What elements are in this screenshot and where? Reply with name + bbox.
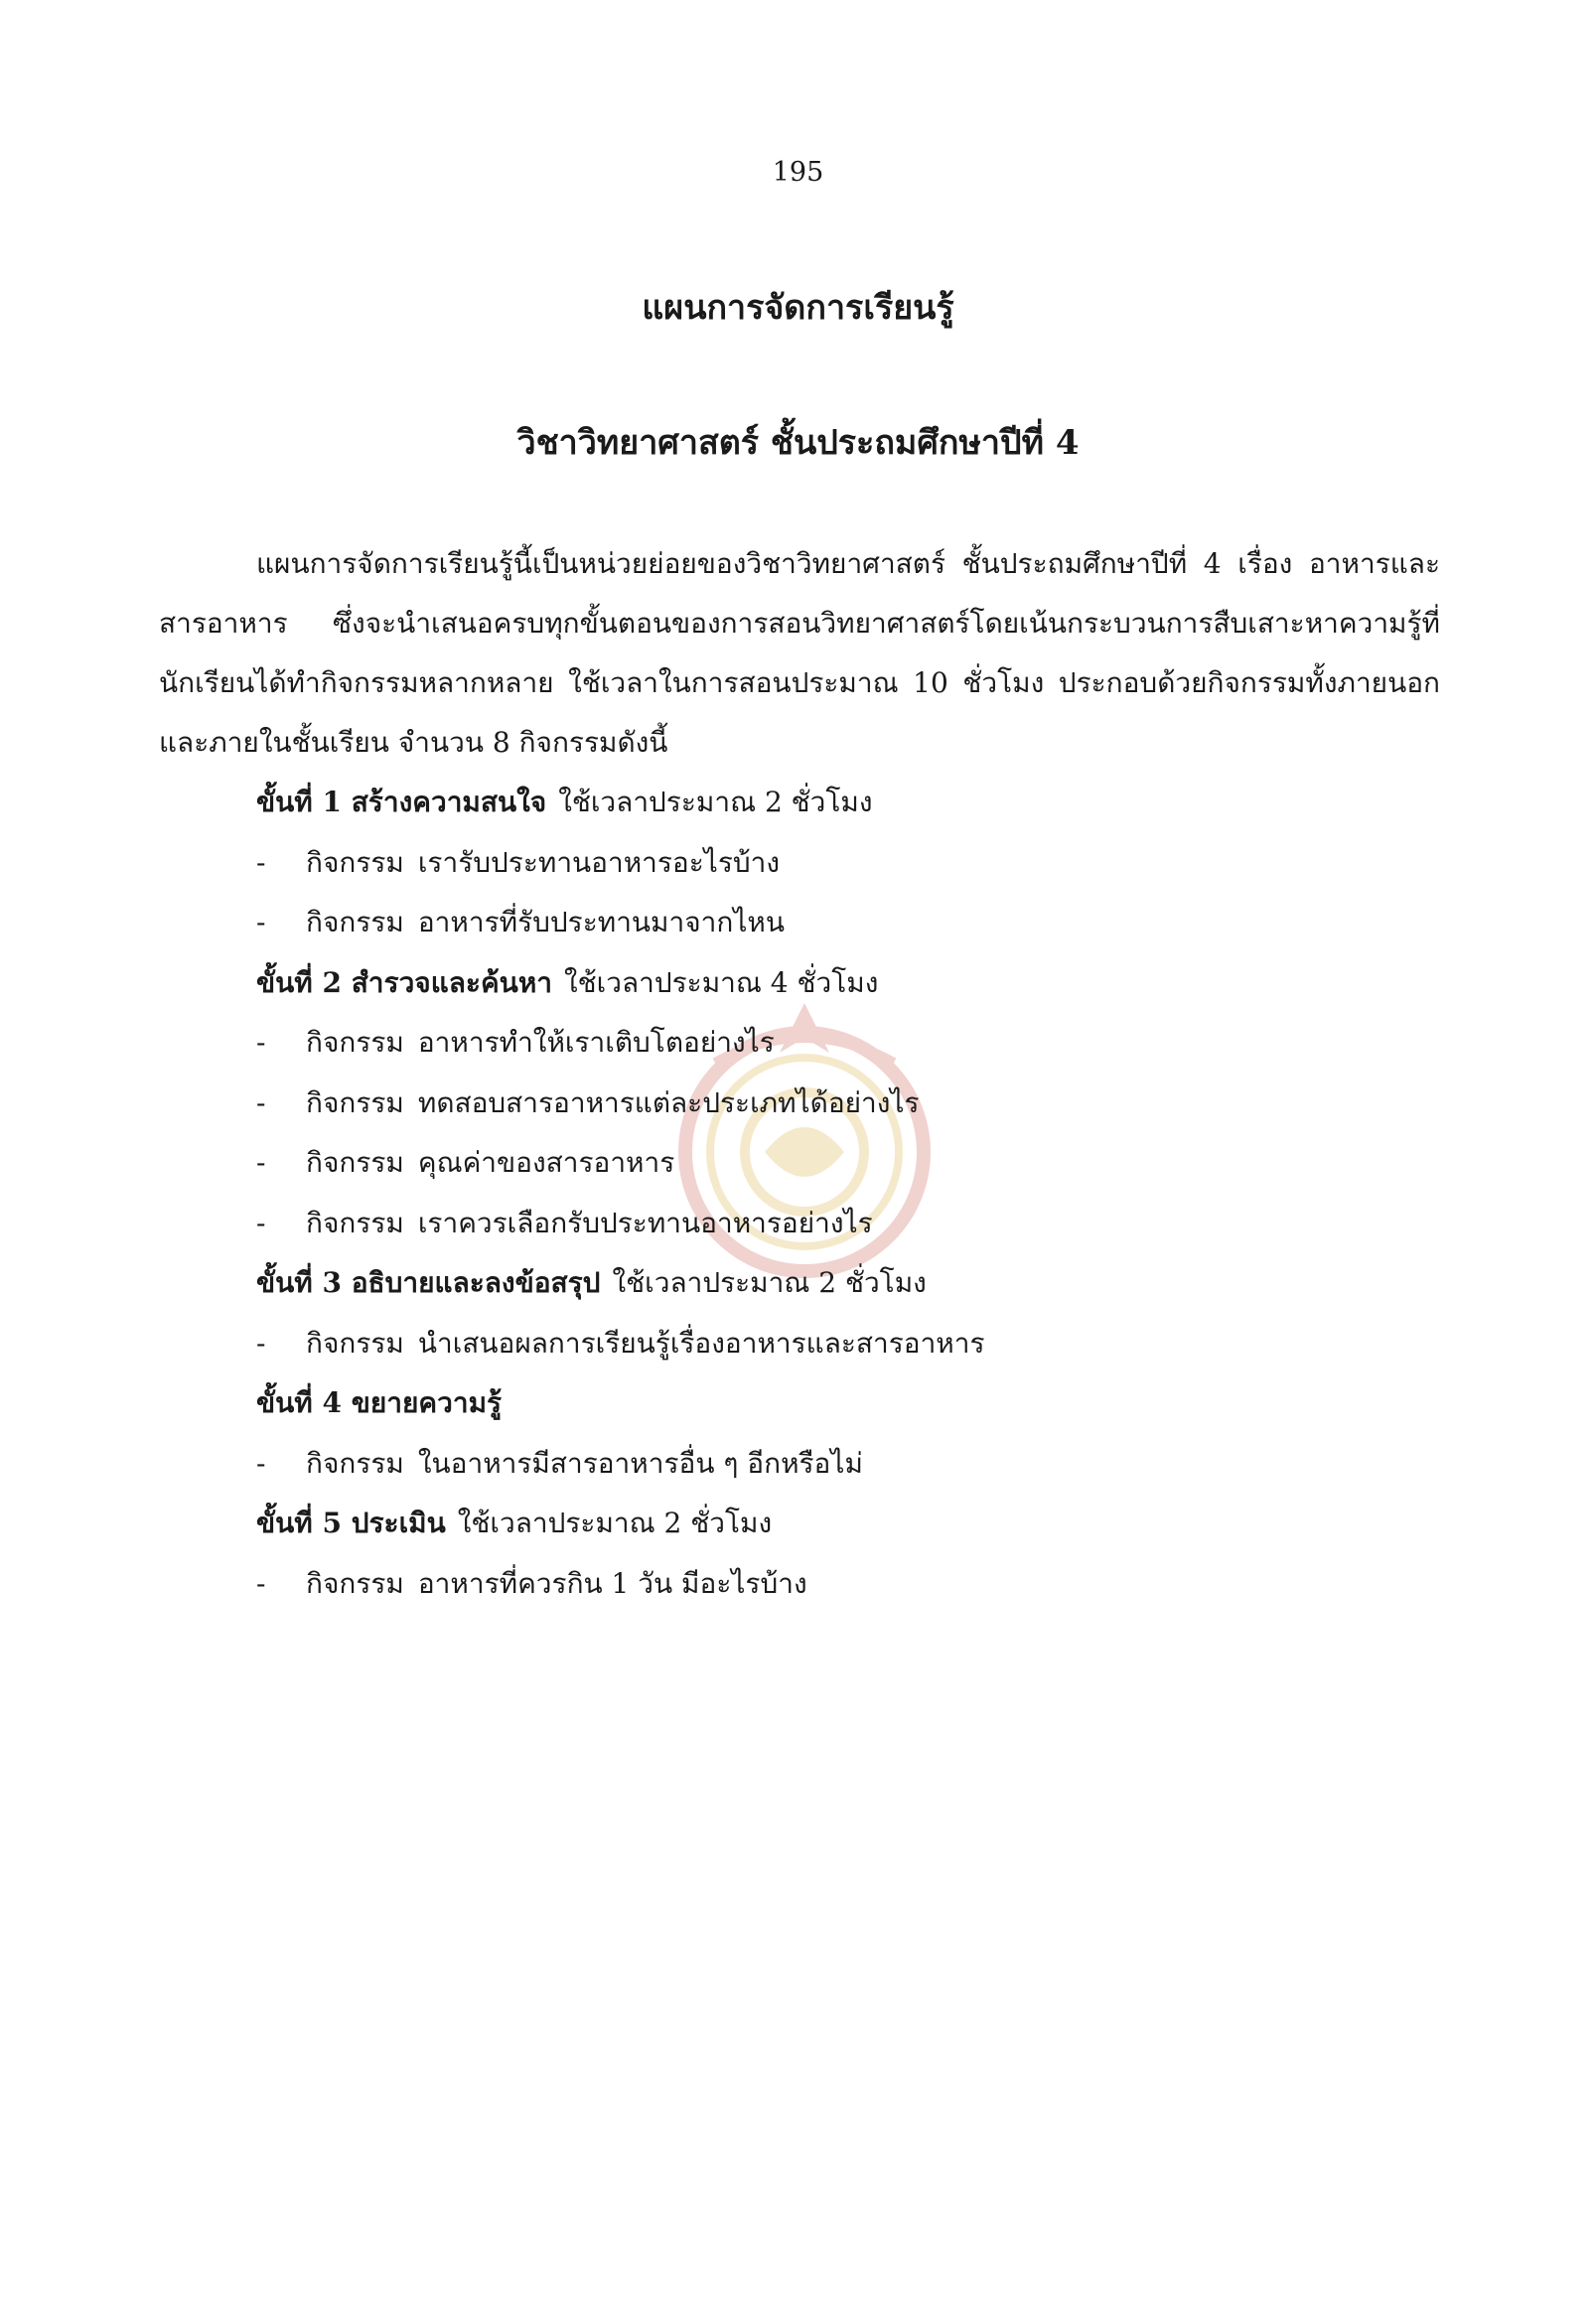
intro-paragraph: แผนการจัดการเรียนรู้นี้เป็นหน่วยย่อยของวิชาวิทยาศาสตร์ ชั้นประถมศึกษาปีที่ 4 เรื่อง อาหารและสารอาหาร ซึ่งจะนำเสนอครบทุกขั้นตอนของการสอนวิทยาศาสตร์โดยเน้นกระบวนการสืบเสาะหาความรู้ที่นักเรียนได้ทำกิจกรรมหลากหลาย ใช้เวลาในการสอนประมาณ 10 ชั่วโมง ประกอบด้วยกิจกรรมทั้งภายนอกและภายในชั้นเรียน จำนวน 8 กิจกรรมดังนี้ bbox=[159, 547, 1440, 759]
page-number: 195 bbox=[772, 157, 824, 188]
activity-item bbox=[256, 1434, 1398, 1495]
document-title: แผนการจัดการเรียนรู้ bbox=[642, 288, 954, 328]
step-heading bbox=[256, 1494, 1398, 1554]
step-time: ใช้เวลาประมาณ 2 ชั่วโมง bbox=[612, 1266, 927, 1299]
list-dash: - bbox=[256, 1566, 266, 1600]
steps-list bbox=[256, 773, 1398, 1614]
list-dash: - bbox=[256, 845, 266, 879]
activity-text: อาหารที่รับประทานมาจากไหน bbox=[417, 906, 785, 938]
activity-prefix: กิจกรรม bbox=[306, 906, 404, 938]
step-label: ขั้นที่ 4 ขยายความรู้ bbox=[256, 1386, 503, 1419]
activity-item bbox=[256, 833, 1398, 894]
activity-item bbox=[256, 1133, 1398, 1194]
list-dash: - bbox=[256, 1026, 266, 1059]
activity-prefix: กิจกรรม bbox=[306, 1566, 404, 1600]
activity-text: ในอาหารมีสารอาหารอื่น ๆ อีกหรือไม่ bbox=[417, 1446, 863, 1480]
activity-prefix: กิจกรรม bbox=[306, 1326, 404, 1360]
activity-prefix: กิจกรรม bbox=[306, 1085, 404, 1119]
activity-text: อาหารทำให้เราเติบโตอย่างไร bbox=[417, 1026, 775, 1059]
list-dash: - bbox=[256, 1326, 266, 1360]
activity-prefix: กิจกรรม bbox=[306, 845, 404, 879]
step-heading bbox=[256, 953, 1398, 1014]
step-heading bbox=[256, 1373, 1398, 1434]
list-dash: - bbox=[256, 1085, 266, 1119]
activity-prefix: กิจกรรม bbox=[306, 1026, 404, 1059]
step-label: ขั้นที่ 3 อธิบายและลงข้อสรุป bbox=[256, 1266, 601, 1299]
activity-item bbox=[256, 1314, 1398, 1374]
activity-text: คุณค่าของสารอาหาร bbox=[417, 1146, 675, 1179]
activity-prefix: กิจกรรม bbox=[306, 1206, 404, 1239]
step-label: ขั้นที่ 5 ประเมิน bbox=[256, 1507, 446, 1539]
step-time: ใช้เวลาประมาณ 2 ชั่วโมง bbox=[558, 786, 873, 818]
activity-prefix: กิจกรรม bbox=[306, 1146, 404, 1179]
activity-prefix: กิจกรรม bbox=[306, 1446, 404, 1480]
list-dash: - bbox=[256, 1206, 266, 1239]
activity-item bbox=[256, 893, 1398, 953]
list-dash: - bbox=[256, 1146, 266, 1179]
step-heading bbox=[256, 1253, 1398, 1314]
step-heading bbox=[256, 773, 1398, 833]
activity-text: ทดสอบสารอาหารแต่ละประเภทได้อย่างไร bbox=[417, 1085, 920, 1119]
activity-item bbox=[256, 1194, 1398, 1254]
activity-item bbox=[256, 1013, 1398, 1074]
step-label: ขั้นที่ 2 สำรวจและค้นหา bbox=[256, 965, 552, 999]
step-time: ใช้เวลาประมาณ 4 ชั่วโมง bbox=[564, 965, 879, 999]
list-dash: - bbox=[256, 1446, 266, 1480]
activity-item bbox=[256, 1074, 1398, 1134]
step-label: ขั้นที่ 1 สร้างความสนใจ bbox=[256, 786, 547, 818]
document-subtitle: วิชาวิทยาศาสตร์ ชั้นประถมศึกษาปีที่ 4 bbox=[516, 423, 1080, 463]
activity-text: นำเสนอผลการเรียนรู้เรื่องอาหารและสารอาหาร bbox=[417, 1326, 985, 1360]
step-time: ใช้เวลาประมาณ 2 ชั่วโมง bbox=[457, 1507, 773, 1539]
activity-text: เราควรเลือกรับประทานอาหารอย่างไร bbox=[417, 1206, 873, 1239]
activity-text: เรารับประทานอาหารอะไรบ้าง bbox=[417, 845, 781, 879]
activity-item bbox=[256, 1554, 1398, 1615]
list-dash: - bbox=[256, 906, 266, 938]
activity-text: อาหารที่ควรกิน 1 วัน มีอะไรบ้าง bbox=[417, 1566, 807, 1600]
